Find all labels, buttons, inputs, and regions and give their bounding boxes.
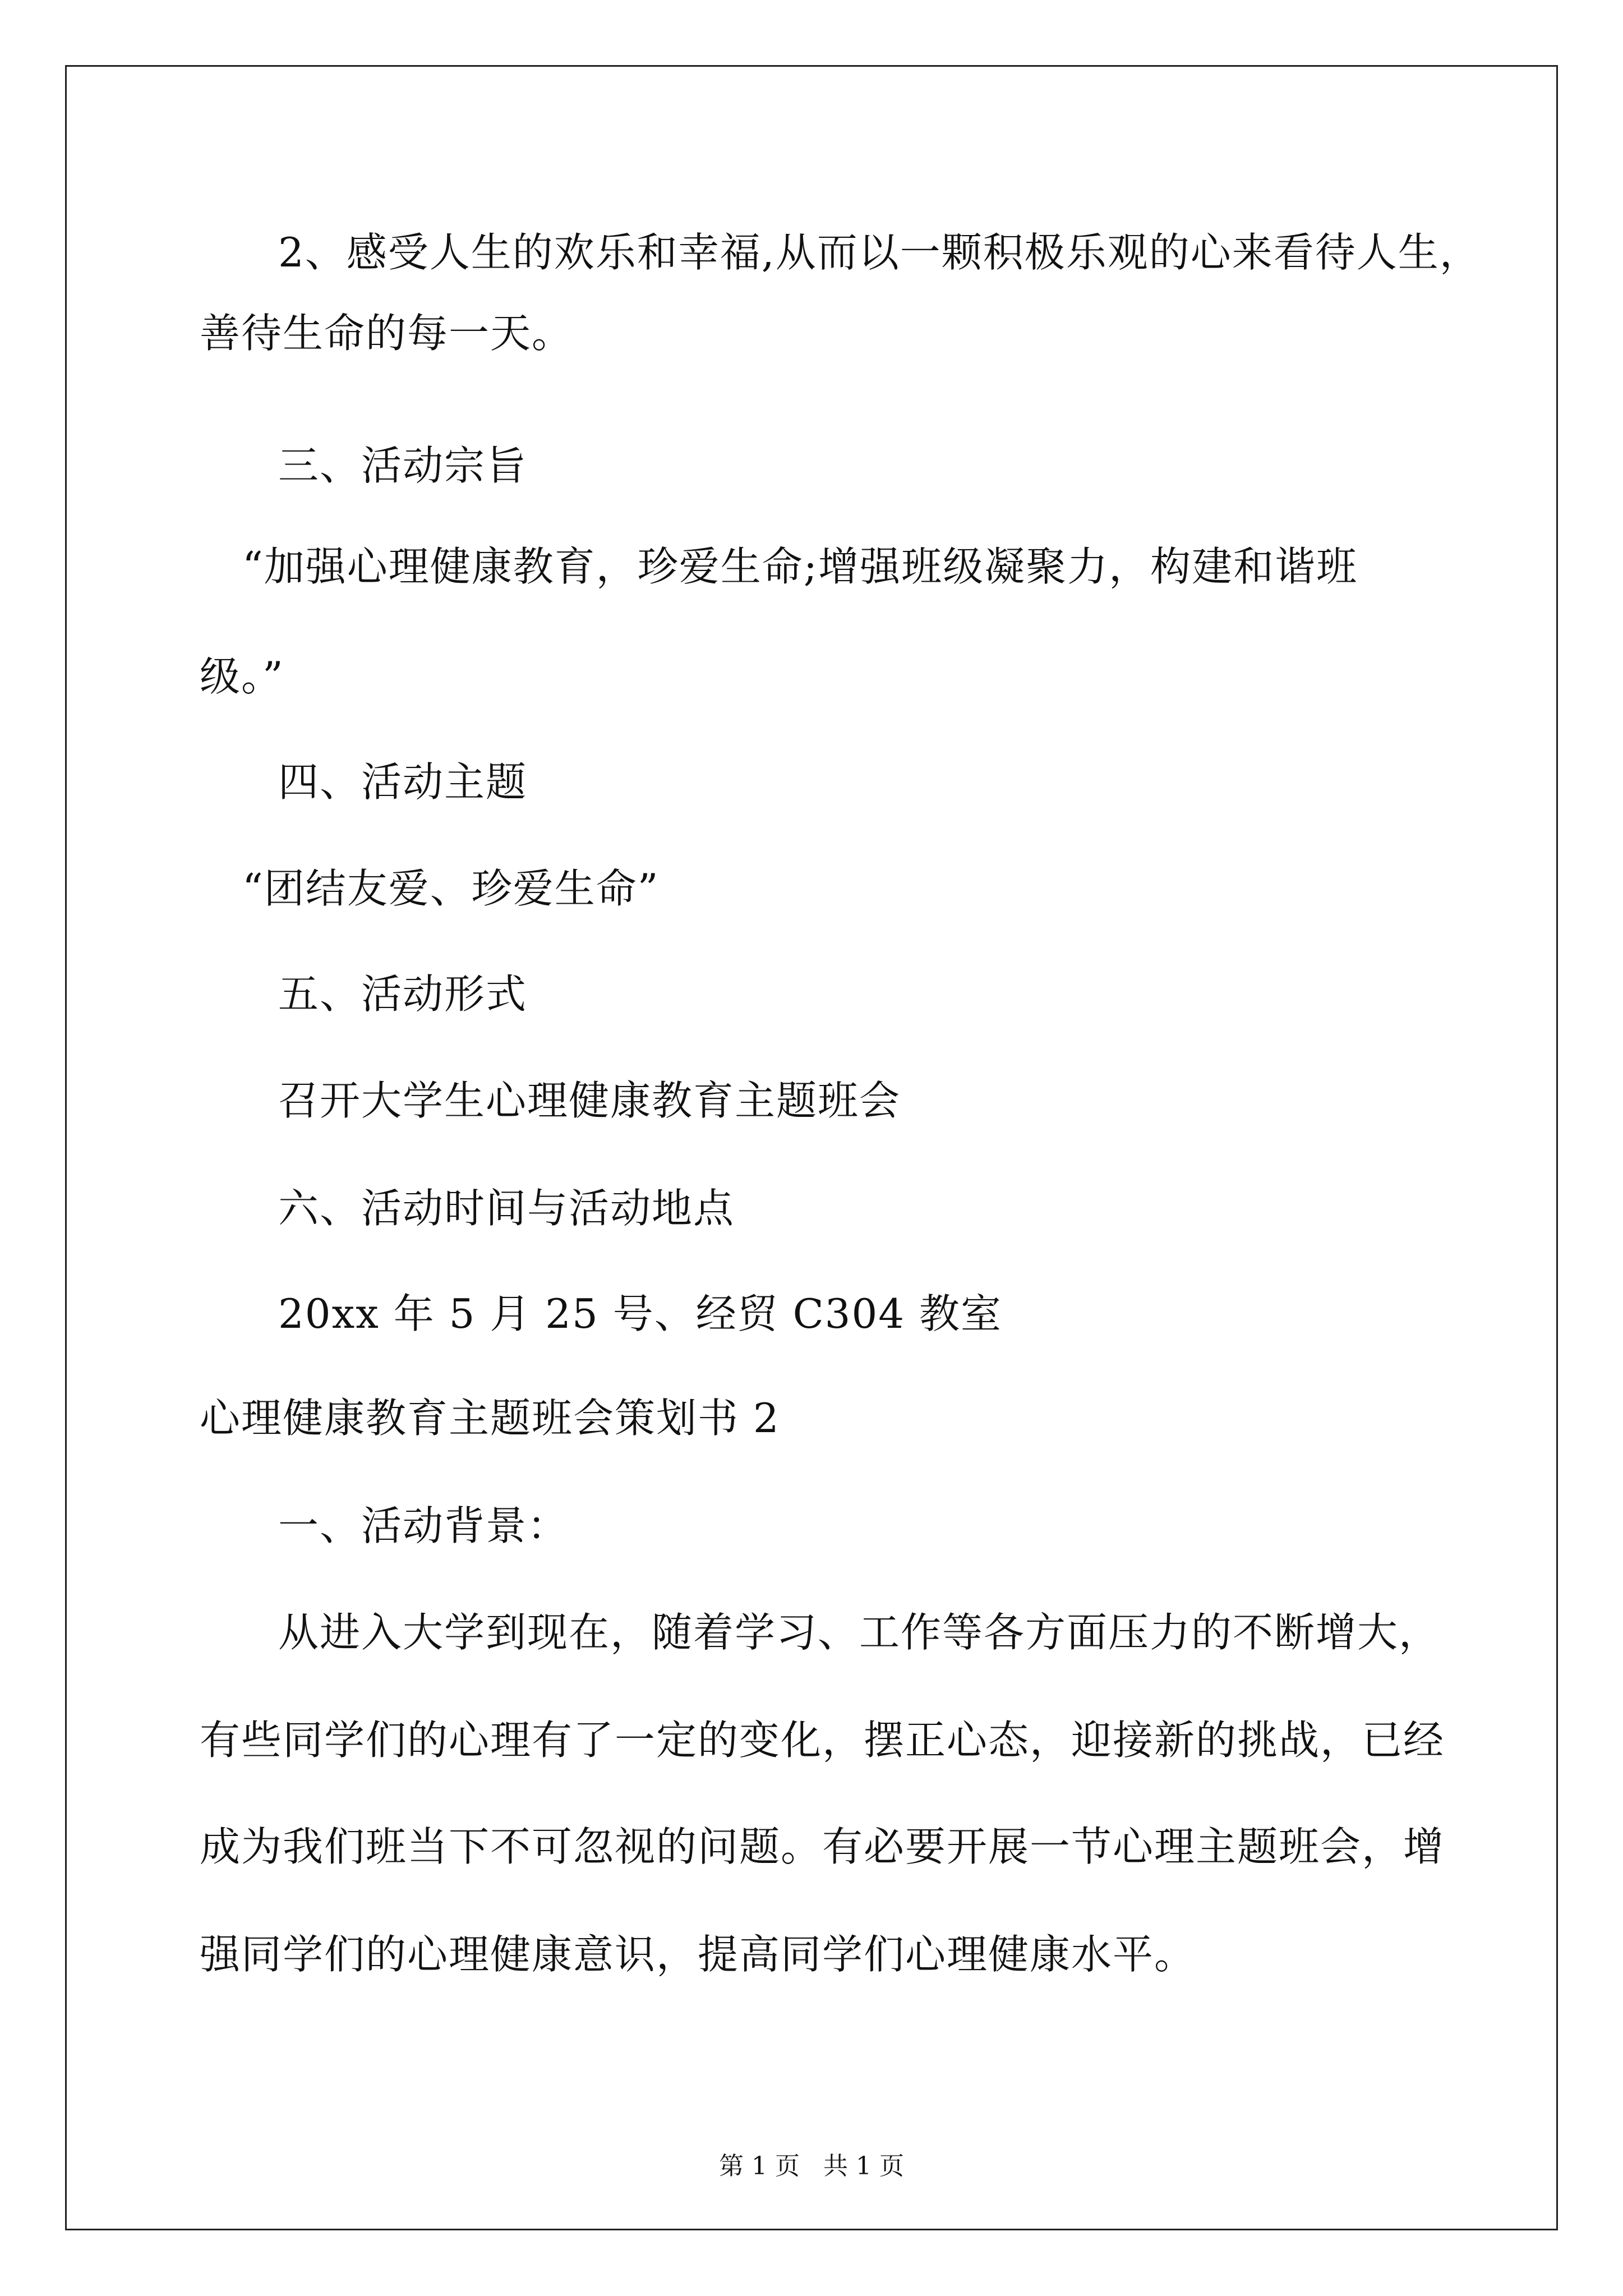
body-paragraph-line: 强同学们的心理健康意识，提高同学们心理健康水平。: [200, 1931, 1196, 1978]
section-heading: 五、活动形式: [278, 970, 528, 1018]
section-heading: 四、活动主题: [278, 758, 528, 806]
body-paragraph-line: 善待生命的每一天。: [200, 310, 574, 357]
section-heading: 一、活动背景：: [278, 1502, 569, 1549]
body-paragraph-line: 召开大学生心理健康教育主题班会: [278, 1077, 901, 1124]
page-number-footer: 第 1 页 共 1 页: [719, 2152, 904, 2180]
body-paragraph-line: 成为我们班当下不可忽视的问题。有必要开展一节心理主题班会，增: [200, 1823, 1445, 1870]
section-heading: 三、活动宗旨: [278, 442, 528, 489]
body-paragraph-line: 有些同学们的心理有了一定的变化，摆正心态，迎接新的挑战，已经: [200, 1717, 1445, 1764]
body-paragraph-line: “团结友爱、珍爱生命”: [242, 865, 660, 912]
page-border: [65, 65, 1558, 2230]
body-paragraph-line: 2、感受人生的欢乐和幸福,从而以一颗积极乐观的心来看待人生，: [278, 229, 1481, 276]
body-paragraph-line: 级。”: [200, 653, 284, 700]
body-paragraph-line: “加强心理健康教育，珍爱生命;增强班级凝聚力，构建和谐班: [242, 543, 1358, 590]
section-heading: 六、活动时间与活动地点: [278, 1185, 735, 1232]
body-paragraph-line: 从进入大学到现在，随着学习、工作等各方面压力的不断增大，: [278, 1609, 1441, 1656]
document-title: 心理健康教育主题班会策划书 2: [200, 1395, 780, 1442]
body-paragraph-line: 20xx 年 5 月 25 号、经贸 C304 教室: [278, 1290, 1002, 1337]
